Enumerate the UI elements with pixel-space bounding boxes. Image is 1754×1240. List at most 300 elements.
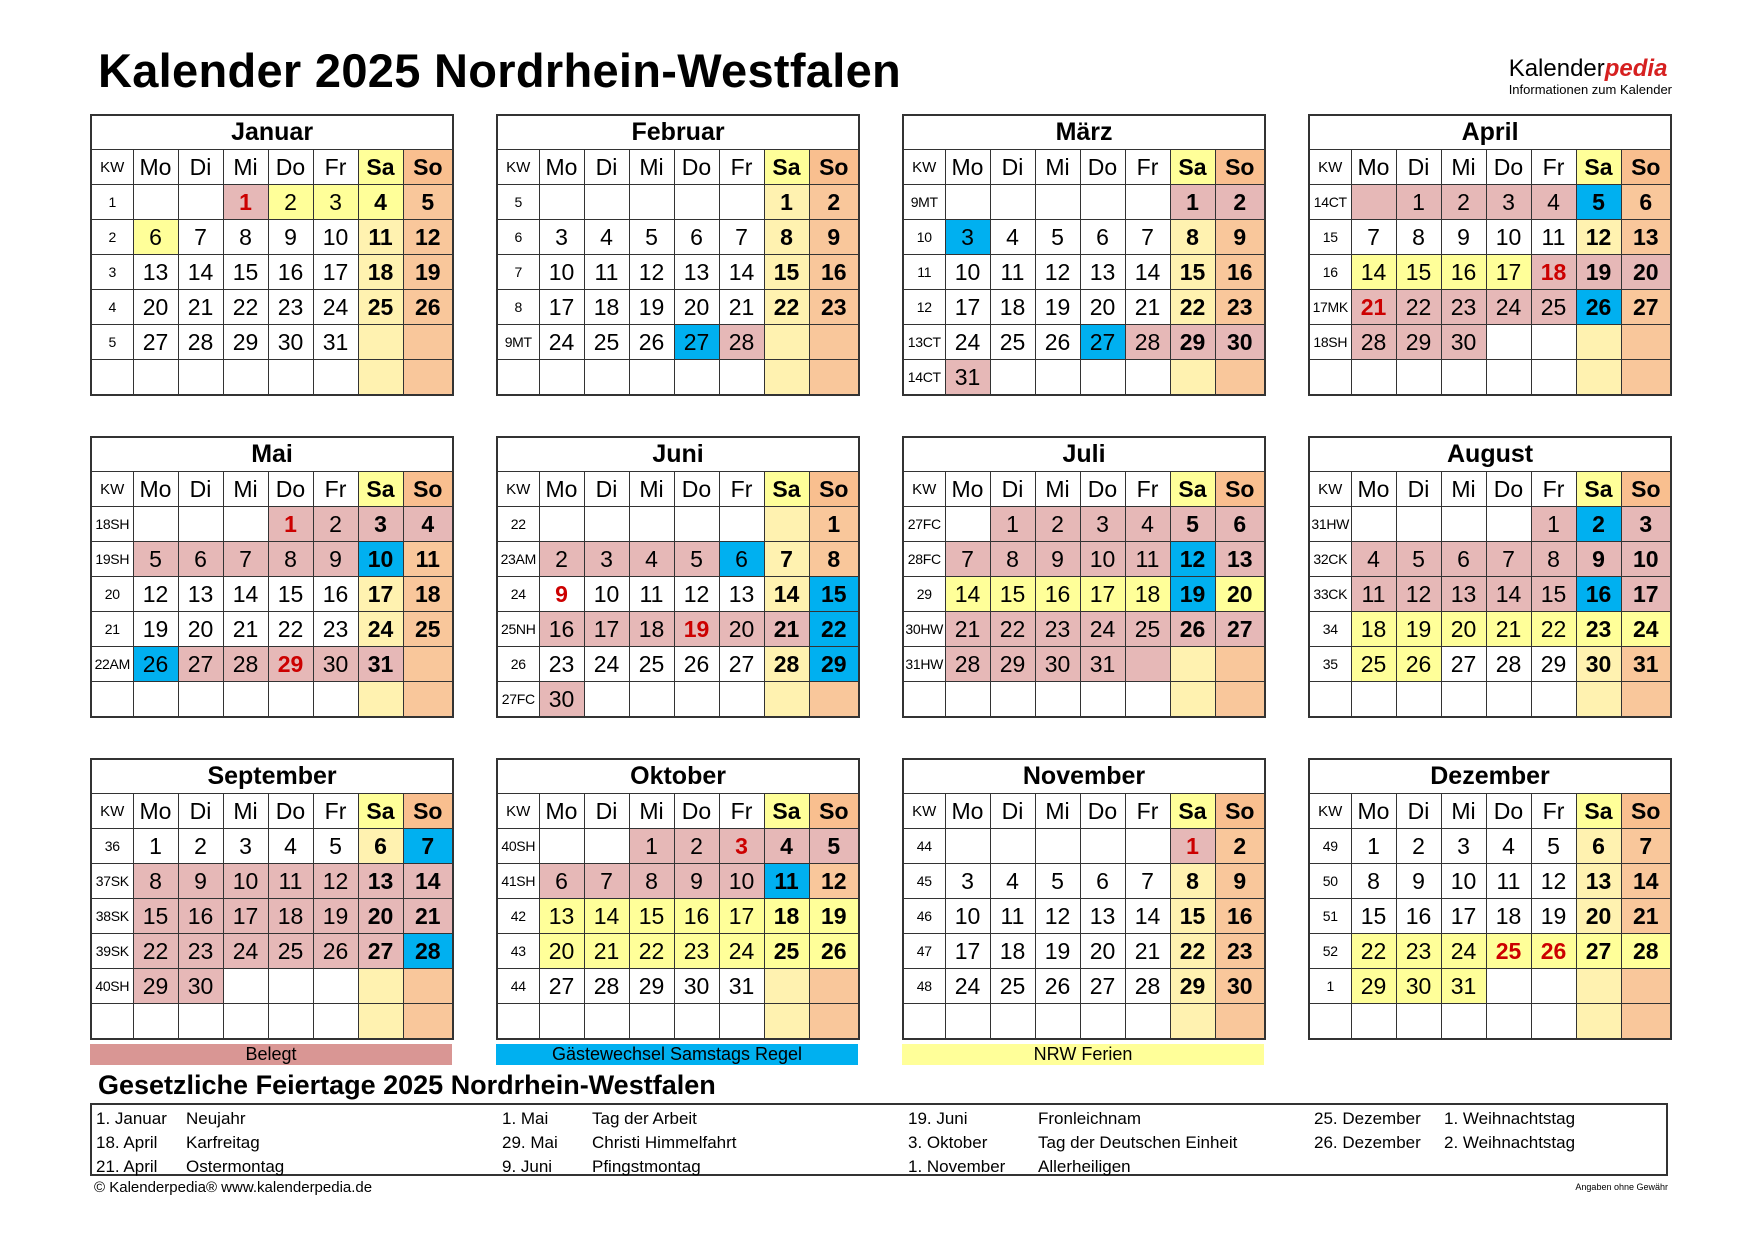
day-cell: 4 — [1351, 542, 1396, 577]
day-cell: 12 — [629, 255, 674, 290]
month-juli — [902, 436, 1264, 718]
day-cell: 19 — [1035, 934, 1080, 969]
weekday-header: So — [403, 150, 453, 185]
holiday-date: 1. November — [908, 1157, 1006, 1176]
day-cell: 28 — [1125, 325, 1170, 360]
day-cell: 1 — [629, 829, 674, 864]
empty-day-cell — [1125, 185, 1170, 220]
week-row — [903, 577, 1265, 612]
day-cell: 8 — [990, 542, 1035, 577]
day-cell: 8 — [223, 220, 268, 255]
day-cell: 5 — [133, 542, 178, 577]
day-cell: 21 — [1486, 612, 1531, 647]
day-cell: 26 — [1576, 290, 1621, 325]
day-cell: 19 — [133, 612, 178, 647]
day-cell: 3 — [1486, 185, 1531, 220]
week-row — [903, 255, 1265, 290]
empty-day-cell — [1396, 1004, 1441, 1040]
week-number: 1 — [1309, 969, 1351, 1004]
week-number: 12 — [903, 290, 945, 325]
day-cell: 24 — [1441, 934, 1486, 969]
day-cell: 17 — [945, 290, 990, 325]
empty-day-cell — [584, 507, 629, 542]
empty-day-cell — [1351, 1004, 1396, 1040]
empty-day-cell — [584, 185, 629, 220]
week-number: 32CK — [1309, 542, 1351, 577]
day-cell: 26 — [674, 647, 719, 682]
week-row — [1309, 290, 1671, 325]
day-cell: 17 — [1441, 899, 1486, 934]
day-cell: 13 — [133, 255, 178, 290]
month-oktober — [496, 758, 858, 1040]
day-cell: 14 — [1125, 255, 1170, 290]
day-cell: 11 — [764, 864, 809, 899]
day-cell: 23 — [1215, 290, 1265, 325]
weekday-header: Sa — [1170, 150, 1215, 185]
day-cell: 11 — [1531, 220, 1576, 255]
week-row — [903, 220, 1265, 255]
day-cell: 30 — [1396, 969, 1441, 1004]
week-number-header: KW — [903, 472, 945, 507]
week-row — [1309, 864, 1671, 899]
day-cell: 31 — [719, 969, 764, 1004]
day-cell: 10 — [1621, 542, 1671, 577]
weekday-header: Do — [268, 472, 313, 507]
day-cell: 21 — [945, 612, 990, 647]
week-row — [903, 290, 1265, 325]
week-row — [1309, 360, 1671, 396]
day-cell: 6 — [1080, 220, 1125, 255]
week-number: 36 — [91, 829, 133, 864]
week-row — [91, 220, 453, 255]
month-name: Juli — [903, 437, 1265, 472]
day-cell: 18 — [629, 612, 674, 647]
weekday-header: Mi — [1035, 150, 1080, 185]
empty-day-cell — [403, 647, 453, 682]
week-number: 1 — [91, 185, 133, 220]
day-cell: 21 — [178, 290, 223, 325]
day-cell: 3 — [1621, 507, 1671, 542]
week-row — [497, 899, 859, 934]
day-cell: 15 — [1170, 899, 1215, 934]
day-cell: 18 — [990, 934, 1035, 969]
day-cell: 30 — [674, 969, 719, 1004]
weekday-header: So — [809, 794, 859, 829]
month-april — [1308, 114, 1670, 396]
holiday-date: 19. Juni — [908, 1109, 968, 1128]
week-row — [91, 934, 453, 969]
day-cell: 29 — [1531, 647, 1576, 682]
empty-day-cell — [539, 1004, 584, 1040]
day-cell: 17 — [223, 899, 268, 934]
week-row — [1309, 829, 1671, 864]
week-number: 9MT — [497, 325, 539, 360]
weekday-header: Do — [268, 150, 313, 185]
empty-day-cell — [223, 1004, 268, 1040]
day-cell: 12 — [1576, 220, 1621, 255]
week-row — [1309, 325, 1671, 360]
empty-day-cell — [133, 185, 178, 220]
holiday-entry — [1314, 1131, 1575, 1155]
empty-day-cell — [629, 682, 674, 718]
day-cell: 25 — [990, 325, 1035, 360]
week-row — [1309, 682, 1671, 718]
day-cell: 12 — [403, 220, 453, 255]
day-cell: 24 — [945, 969, 990, 1004]
empty-day-cell — [178, 682, 223, 718]
month-name: Mai — [91, 437, 453, 472]
empty-day-cell — [1621, 969, 1671, 1004]
empty-day-cell — [764, 969, 809, 1004]
day-cell: 21 — [1125, 934, 1170, 969]
day-cell: 15 — [1396, 255, 1441, 290]
day-cell: 25 — [1351, 647, 1396, 682]
day-cell: 7 — [764, 542, 809, 577]
empty-day-cell — [990, 185, 1035, 220]
weekday-header: Do — [268, 794, 313, 829]
empty-day-cell — [809, 325, 859, 360]
empty-day-cell — [403, 682, 453, 718]
day-cell: 19 — [313, 899, 358, 934]
day-cell: 12 — [133, 577, 178, 612]
weekday-header: Mo — [1351, 794, 1396, 829]
day-cell: 26 — [1531, 934, 1576, 969]
day-cell: 2 — [809, 185, 859, 220]
weekday-header: Di — [584, 150, 629, 185]
day-cell: 3 — [223, 829, 268, 864]
day-cell: 12 — [313, 864, 358, 899]
weekday-header: So — [1215, 472, 1265, 507]
week-row — [1309, 577, 1671, 612]
day-cell: 27 — [674, 325, 719, 360]
logo-text-accent: pedia — [1604, 55, 1668, 82]
empty-day-cell — [719, 507, 764, 542]
day-cell: 9 — [674, 864, 719, 899]
empty-day-cell — [1441, 360, 1486, 396]
day-cell: 26 — [1170, 612, 1215, 647]
empty-day-cell — [674, 507, 719, 542]
day-cell: 26 — [313, 934, 358, 969]
day-cell: 11 — [990, 255, 1035, 290]
empty-day-cell — [584, 682, 629, 718]
holiday-column — [96, 1107, 284, 1179]
day-cell: 9 — [1441, 220, 1486, 255]
week-number: 20 — [91, 577, 133, 612]
week-row — [497, 682, 859, 718]
day-cell: 27 — [1441, 647, 1486, 682]
day-cell: 14 — [1351, 255, 1396, 290]
week-row — [903, 829, 1265, 864]
empty-day-cell — [674, 360, 719, 396]
day-cell: 8 — [809, 542, 859, 577]
day-cell: 24 — [358, 612, 403, 647]
day-cell: 4 — [358, 185, 403, 220]
week-row — [903, 185, 1265, 220]
day-cell: 5 — [1396, 542, 1441, 577]
day-cell: 19 — [403, 255, 453, 290]
week-number: 45 — [903, 864, 945, 899]
month-dezember — [1308, 758, 1670, 1040]
day-cell: 5 — [1531, 829, 1576, 864]
week-number — [91, 1004, 133, 1040]
week-row — [91, 829, 453, 864]
day-cell: 19 — [1576, 255, 1621, 290]
empty-day-cell — [809, 969, 859, 1004]
weekday-header: Mo — [539, 794, 584, 829]
empty-day-cell — [809, 682, 859, 718]
empty-day-cell — [990, 360, 1035, 396]
week-row — [497, 325, 859, 360]
week-number: 22 — [497, 507, 539, 542]
week-number: 18SH — [1309, 325, 1351, 360]
empty-day-cell — [990, 1004, 1035, 1040]
holiday-date: 1. Mai — [502, 1109, 549, 1128]
day-cell: 9 — [268, 220, 313, 255]
week-number: 28FC — [903, 542, 945, 577]
empty-day-cell — [1125, 1004, 1170, 1040]
day-cell: 8 — [1531, 542, 1576, 577]
day-cell: 31 — [313, 325, 358, 360]
day-cell: 7 — [945, 542, 990, 577]
week-row — [903, 647, 1265, 682]
day-cell: 27 — [358, 934, 403, 969]
holiday-date: 9. Juni — [502, 1157, 553, 1176]
day-cell: 10 — [1441, 864, 1486, 899]
weekday-header: Mo — [945, 150, 990, 185]
day-cell: 16 — [1215, 255, 1265, 290]
empty-day-cell — [358, 325, 403, 360]
day-cell: 29 — [1351, 969, 1396, 1004]
day-cell: 1 — [1170, 829, 1215, 864]
day-cell: 9 — [1396, 864, 1441, 899]
day-cell: 25 — [403, 612, 453, 647]
empty-day-cell — [1351, 360, 1396, 396]
week-number: 44 — [903, 829, 945, 864]
day-cell: 18 — [764, 899, 809, 934]
day-cell: 10 — [1080, 542, 1125, 577]
week-row — [91, 360, 453, 396]
day-cell: 6 — [358, 829, 403, 864]
empty-day-cell — [1486, 360, 1531, 396]
week-row — [497, 360, 859, 396]
day-cell: 30 — [539, 682, 584, 718]
empty-day-cell — [1486, 969, 1531, 1004]
day-cell: 1 — [1170, 185, 1215, 220]
empty-day-cell — [1396, 682, 1441, 718]
day-cell: 29 — [1170, 325, 1215, 360]
empty-day-cell — [1576, 969, 1621, 1004]
empty-day-cell — [1125, 360, 1170, 396]
empty-day-cell — [1215, 682, 1265, 718]
day-cell: 18 — [1125, 577, 1170, 612]
day-cell: 20 — [358, 899, 403, 934]
holiday-date: 29. Mai — [502, 1133, 558, 1152]
day-cell: 18 — [403, 577, 453, 612]
legend-guest-change: Gästewechsel Samstags Regel — [496, 1044, 858, 1065]
weekday-header: Mi — [629, 794, 674, 829]
week-row — [1309, 934, 1671, 969]
day-cell: 7 — [1621, 829, 1671, 864]
week-row — [903, 864, 1265, 899]
day-cell: 6 — [1080, 864, 1125, 899]
day-cell: 11 — [629, 577, 674, 612]
day-cell: 24 — [223, 934, 268, 969]
weekday-header: Mi — [1035, 472, 1080, 507]
week-number-header: KW — [1309, 150, 1351, 185]
month-name: Februar — [497, 115, 859, 150]
empty-day-cell — [1621, 360, 1671, 396]
day-cell: 24 — [1621, 612, 1671, 647]
day-cell: 11 — [990, 899, 1035, 934]
day-cell: 9 — [178, 864, 223, 899]
day-cell: 17 — [945, 934, 990, 969]
day-cell: 20 — [539, 934, 584, 969]
day-cell: 21 — [764, 612, 809, 647]
week-number: 30HW — [903, 612, 945, 647]
day-cell: 1 — [1396, 185, 1441, 220]
weekday-header: So — [1621, 472, 1671, 507]
weekday-header: Sa — [1576, 472, 1621, 507]
empty-day-cell — [1170, 647, 1215, 682]
day-cell: 5 — [403, 185, 453, 220]
day-cell: 1 — [809, 507, 859, 542]
day-cell: 1 — [764, 185, 809, 220]
week-number — [1309, 1004, 1351, 1040]
day-cell: 9 — [1035, 542, 1080, 577]
week-row — [903, 899, 1265, 934]
day-cell: 23 — [1035, 612, 1080, 647]
day-cell: 30 — [1441, 325, 1486, 360]
weekday-header: Sa — [1576, 150, 1621, 185]
empty-day-cell — [1170, 682, 1215, 718]
empty-day-cell — [809, 360, 859, 396]
empty-day-cell — [268, 360, 313, 396]
day-cell: 25 — [1125, 612, 1170, 647]
empty-day-cell — [223, 969, 268, 1004]
month-name: November — [903, 759, 1265, 794]
week-row — [497, 185, 859, 220]
week-row — [91, 899, 453, 934]
day-cell: 7 — [584, 864, 629, 899]
day-cell: 26 — [403, 290, 453, 325]
week-number: 27FC — [903, 507, 945, 542]
weekday-header: Mi — [629, 472, 674, 507]
empty-day-cell — [629, 360, 674, 396]
empty-day-cell — [1080, 185, 1125, 220]
holiday-entry — [1314, 1107, 1575, 1131]
weekday-header: Sa — [764, 794, 809, 829]
day-cell: 26 — [629, 325, 674, 360]
day-cell: 19 — [809, 899, 859, 934]
empty-day-cell — [1215, 1004, 1265, 1040]
brand-logo[interactable] — [1509, 56, 1672, 97]
day-cell: 18 — [268, 899, 313, 934]
week-number-header: KW — [497, 150, 539, 185]
weekday-header: Mo — [945, 794, 990, 829]
week-number: 46 — [903, 899, 945, 934]
day-cell: 3 — [1441, 829, 1486, 864]
day-cell: 23 — [809, 290, 859, 325]
day-cell: 29 — [629, 969, 674, 1004]
week-number: 50 — [1309, 864, 1351, 899]
day-cell: 22 — [133, 934, 178, 969]
weekday-header: Mo — [1351, 472, 1396, 507]
day-cell: 20 — [178, 612, 223, 647]
week-number-header: KW — [497, 472, 539, 507]
month-name: März — [903, 115, 1265, 150]
week-number: 21 — [91, 612, 133, 647]
day-cell: 23 — [268, 290, 313, 325]
day-cell: 23 — [674, 934, 719, 969]
week-number: 33CK — [1309, 577, 1351, 612]
day-cell: 14 — [1621, 864, 1671, 899]
empty-day-cell — [1035, 360, 1080, 396]
day-cell: 10 — [719, 864, 764, 899]
day-cell: 4 — [403, 507, 453, 542]
week-number: 15 — [1309, 220, 1351, 255]
day-cell: 30 — [313, 647, 358, 682]
empty-day-cell — [1351, 507, 1396, 542]
week-number: 22AM — [91, 647, 133, 682]
day-cell: 17 — [584, 612, 629, 647]
day-cell: 6 — [674, 220, 719, 255]
week-row — [1309, 185, 1671, 220]
week-number — [1309, 682, 1351, 718]
week-number: 8 — [497, 290, 539, 325]
holiday-entry — [96, 1107, 284, 1131]
empty-day-cell — [1351, 185, 1396, 220]
empty-day-cell — [223, 360, 268, 396]
day-cell: 5 — [1035, 864, 1080, 899]
weekday-header: Fr — [719, 150, 764, 185]
holiday-name: Pfingstmontag — [592, 1157, 701, 1176]
day-cell: 10 — [313, 220, 358, 255]
empty-day-cell — [1576, 682, 1621, 718]
day-cell: 17 — [313, 255, 358, 290]
weekday-header: Fr — [313, 150, 358, 185]
week-number: 7 — [497, 255, 539, 290]
empty-day-cell — [178, 507, 223, 542]
day-cell: 9 — [1576, 542, 1621, 577]
day-cell: 14 — [1486, 577, 1531, 612]
day-cell: 4 — [990, 220, 1035, 255]
empty-day-cell — [1170, 360, 1215, 396]
empty-day-cell — [764, 507, 809, 542]
day-cell: 22 — [1170, 934, 1215, 969]
week-number: 14CT — [903, 360, 945, 396]
week-row — [91, 507, 453, 542]
day-cell: 13 — [1215, 542, 1265, 577]
empty-day-cell — [358, 969, 403, 1004]
day-cell: 15 — [223, 255, 268, 290]
week-row — [91, 864, 453, 899]
day-cell: 21 — [1621, 899, 1671, 934]
holidays-title: Gesetzliche Feiertage 2025 Nordrhein-Westfalen — [98, 1070, 716, 1100]
day-cell: 27 — [719, 647, 764, 682]
day-cell: 4 — [990, 864, 1035, 899]
day-cell: 24 — [945, 325, 990, 360]
empty-day-cell — [764, 1004, 809, 1040]
day-cell: 5 — [1576, 185, 1621, 220]
day-cell: 11 — [358, 220, 403, 255]
day-cell: 8 — [133, 864, 178, 899]
day-cell: 14 — [764, 577, 809, 612]
week-row — [903, 682, 1265, 718]
weekday-header: Mi — [1441, 472, 1486, 507]
empty-day-cell — [674, 682, 719, 718]
empty-day-cell — [945, 682, 990, 718]
empty-day-cell — [1215, 360, 1265, 396]
